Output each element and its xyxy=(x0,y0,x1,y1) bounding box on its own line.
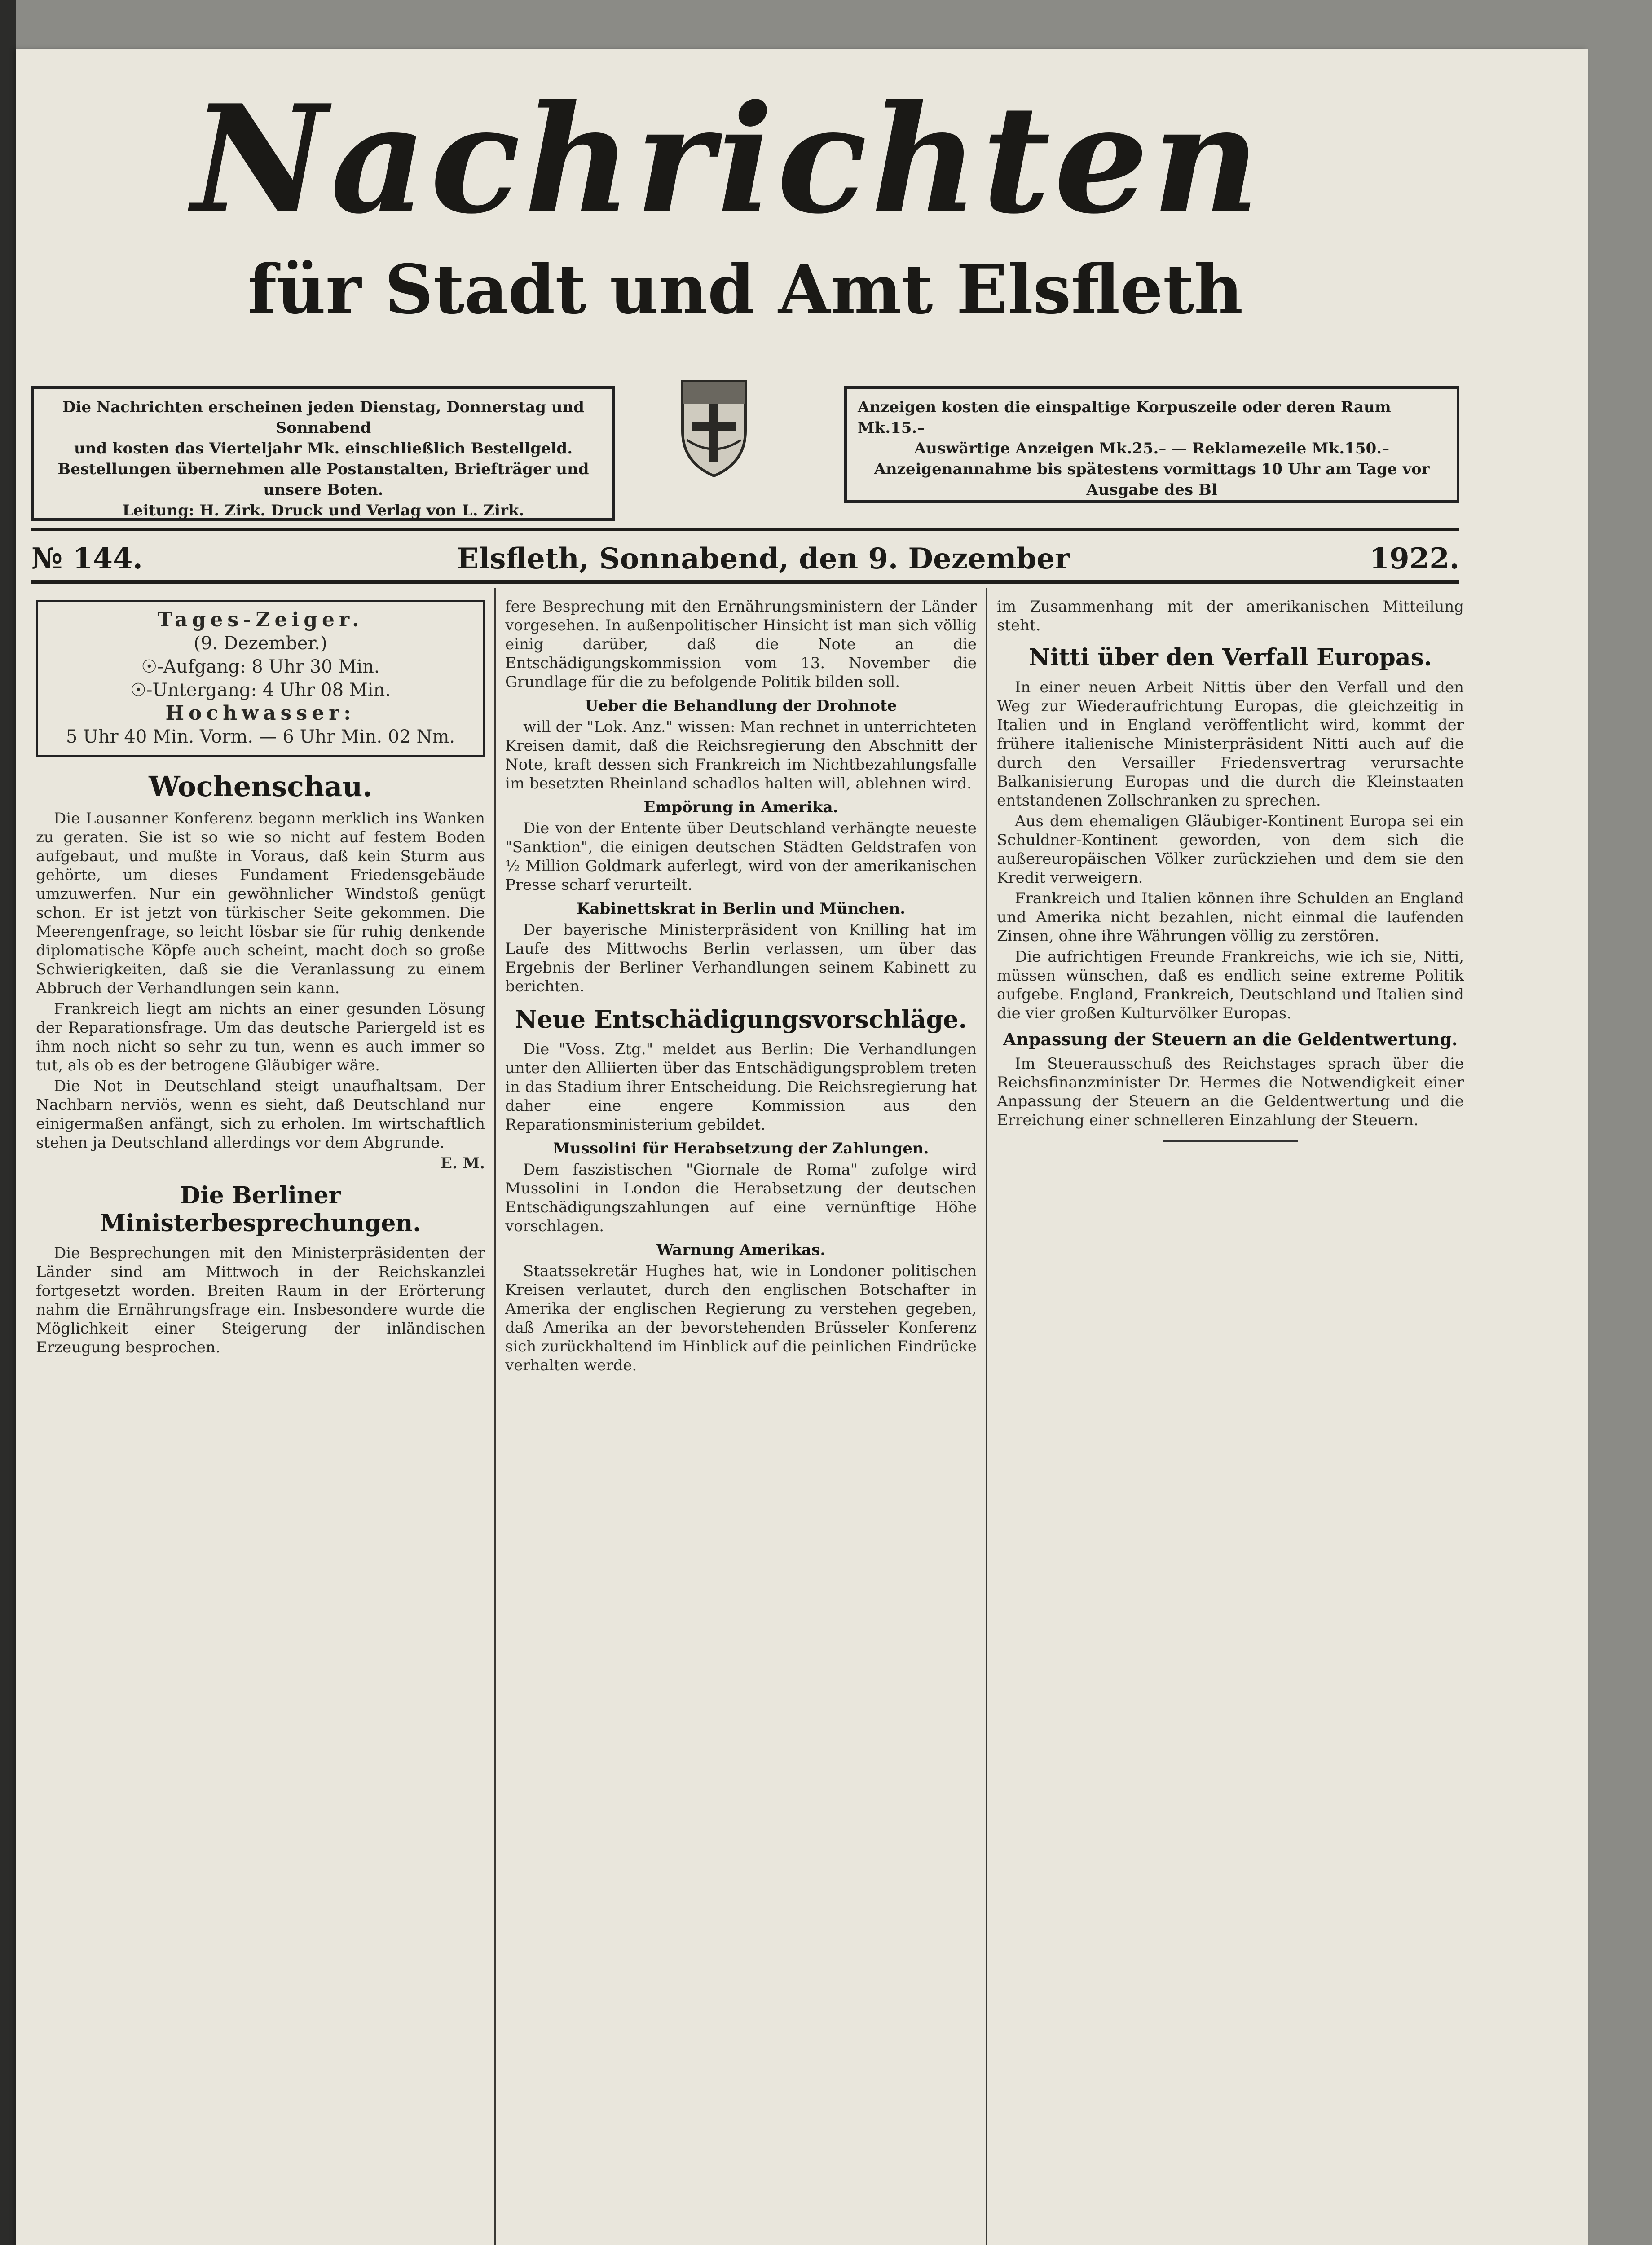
info-line: und kosten das Vierteljahr Mk. einschließlich Bestellgeld. xyxy=(74,440,573,458)
subheading-warnung: Warnung Amerikas. xyxy=(656,1241,826,1259)
sunrise-time: ☉-Aufgang: 8 Uhr 30 Min. xyxy=(141,656,380,677)
tageszeiger-box xyxy=(36,600,485,757)
article-paragraph: Frankreich und Italien können ihre Schulden an England und Amerika nicht bezahlen, nicht einmal die laufenden Zinsen, ohne ihre Währungen völlig zu zerstören. xyxy=(997,889,1464,945)
hochwasser-times: 5 Uhr 40 Min. Vorm. — 6 Uhr Min. 02 Nm. xyxy=(66,726,455,747)
info-line: Leitung: H. Zirk. Druck und Verlag von L. Zirk. xyxy=(122,502,524,519)
article-paragraph: Im Steuerausschuß des Reichstages sprach über die Reichsfinanzminister Dr. Hermes die Notwendigkeit einer Anpassung der Steuern an die Geldentwertung und die Erreichung einer schnelleren Einzahlung der Steuern. xyxy=(997,1055,1464,1129)
column-divider xyxy=(986,588,987,2245)
binding-edge xyxy=(0,0,16,2245)
article-paragraph: im Zusammenhang mit der amerikanischen Mitteilung steht. xyxy=(997,598,1464,634)
sunset-time: ☉-Untergang: 4 Uhr 08 Min. xyxy=(130,680,391,700)
column-divider xyxy=(494,588,496,2245)
subheading-empoerung: Empörung in Amerika. xyxy=(643,798,838,816)
article-paragraph: Frankreich liegt am nichts an einer gesunden Lösung der Reparationsfrage. Um das deutsche Pariergeld ist es ihm noch nicht so sehr zu tun, wenn es auch immer so tut, als ob es der betrogene Gläubiger wäre. xyxy=(36,1000,485,1074)
article-paragraph: In einer neuen Arbeit Nittis über den Verfall und den Weg zur Wiederaufrichtung Europas, die gleichzeitig in Italien und in England veröffentlicht wird, kommt der frühere italienische Ministerpräsident Nitti auch auf die durch den Versailler Friedensvertrag verursachte Balkanisierung Europas und die durch die Kleinstaaten entstandenen Zollschranken zu sprechen. xyxy=(997,678,1464,810)
article-paragraph: Die "Voss. Ztg." meldet aus Berlin: Die Verhandlungen unter den Alliierten über das Entschädigungsproblem treten in das Stadium ihrer Entscheidung. Die Reichsregierung hat daher eine engere Kommission aus den Reparationsministerium gebildet. xyxy=(505,1040,977,1134)
tageszeiger-date: (9. Dezember.) xyxy=(194,633,327,654)
advertising-info-box xyxy=(844,386,1459,503)
article-paragraph: Die Lausanner Konferenz begann merklich ins Wanken zu geraten. Sie ist so wie so nicht auf festem Boden aufgebaut, und mußte in Voraus, daß kein Sturm aus gehörte, um dieses Fundament Friedensgebäude umzuwerfen. Nur ein gewöhnlicher Windstoß genügt schon. Er ist jetzt von türkischer Seite gekommen. Die Meerengenfrage, so leicht lösbar sie für ruhig denkende diplomatische Köpfe auch scheint, macht doch so große Schwierigkeiten, daß sie die Veranlassung zu einem Abbruch der Verhandlungen sein kann. xyxy=(36,810,485,997)
subheading-kabinettskrat: Kabinettskrat in Berlin und München. xyxy=(576,900,906,918)
dateline-rule xyxy=(31,580,1459,584)
article-paragraph: Aus dem ehemaligen Gläubiger-Kontinent Europa sei ein Schuldner-Kontinent geworden, von dem sich die außereuropäischen Völker zurückziehen und dem sie den Kredit verweigern. xyxy=(997,812,1464,887)
heading-nitti: Nitti über den Verfall Europas. xyxy=(1029,644,1432,671)
info-line: Anzeigenannahme bis spätestens vormittags 10 Uhr am Tage vor xyxy=(874,460,1430,478)
info-line: Bestellungen übernehmen alle Postanstalten, Briefträger und unsere Boten. xyxy=(57,460,589,499)
end-rule xyxy=(1163,1140,1298,1142)
article-paragraph: Der bayerische Ministerpräsident von Knilling hat im Laufe des Mittwochs Berlin verlassen, um über das Ergebnis der Berliner Verhandlungen seinem Kabinett zu berichten. xyxy=(505,921,977,995)
heading-neue-entschaedigungsvorschlaege: Neue Entschädigungsvorschläge. xyxy=(515,1005,967,1034)
info-line: Anzeigen kosten die einspaltige Korpuszeile oder deren Raum Mk.15.– xyxy=(858,398,1391,437)
column-2 xyxy=(505,597,977,1377)
masthead-title: Nachrichten xyxy=(191,72,1264,247)
subheading-mussolini: Mussolini für Herabsetzung der Zahlungen. xyxy=(553,1140,929,1158)
heading-wochenschau: Wochenschau. xyxy=(149,770,372,803)
issue-number: № 144. xyxy=(31,542,143,576)
article-paragraph: Dem faszistischen "Giornale de Roma" zufolge wird Mussolini in London die Herabsetzung der deutschen Entschädigungszahlungen auf eine vernünftige Höhe vorschlagen. xyxy=(505,1161,977,1235)
tageszeiger-title: Tages-Zeiger. xyxy=(157,608,364,631)
issue-date: Elsfleth, Sonnabend, den 9. Dezember xyxy=(457,542,1070,576)
article-paragraph: Die Besprechungen mit den Ministerpräsidenten der Länder sind am Mittwoch in der Reichskanzlei fortgesetzt worden. Breiten Raum in der Erörterung nahm die Ernährungsfrage ein. Insbesondere wurde die Möglichkeit einer Steigerung der inländischen Erzeugung besprochen. xyxy=(36,1244,485,1356)
article-paragraph: Staatssekretär Hughes hat, wie in Londoner politischen Kreisen verlautet, durch den englischen Botschafter in Amerika der englischen Regierung zu verstehen gegeben, daß Amerika an der bevorstehenden Brüsseler Konferenz sich zurückhaltend im Hinblick auf die peinlichen Eindrücke verhalten werde. xyxy=(505,1262,977,1374)
column-1 xyxy=(36,597,485,1359)
article-paragraph: fere Besprechung mit den Ernährungsministern der Länder vorgesehen. In außenpolitischer Hinsicht ist man sich völlig einig darüber, daß die Note an die Entschädigungskommission vom 13. November die Grundlage für die zu befolgende Politik bilden soll. xyxy=(505,598,977,691)
article-signature: E. M. xyxy=(440,1154,485,1172)
masthead-subtitle: für Stadt und Amt Elsfleth xyxy=(247,250,1243,329)
heading-anpassung-steuern: Anpassung der Steuern an die Geldentwertung. xyxy=(1003,1029,1458,1049)
column-3 xyxy=(997,597,1464,1153)
info-line: Ausgabe des Bl xyxy=(1086,481,1217,499)
info-line: Auswärtige Anzeigen Mk.25.– — Reklamezeile Mk.150.– xyxy=(914,440,1390,458)
coat-of-arms-icon xyxy=(674,373,754,480)
subscription-info-box xyxy=(31,386,615,521)
issue-year: 1922. xyxy=(1369,542,1459,576)
article-paragraph: Die von der Entente über Deutschland verhängte neueste "Sanktion", die einigen deutschen Städten Geldstrafen von ½ Million Goldmark auferlegt, wird von der amerikanischen Presse scharf verurteilt. xyxy=(505,819,977,894)
hochwasser-title: Hochwasser: xyxy=(165,702,356,725)
article-paragraph: Die aufrichtigen Freunde Frankreichs, wie ich sie, Nitti, müssen wünschen, daß es endlich seine extreme Politik aufgebe. England, Frankreich, Deutschland und Italien sind die vier großen Kulturvölker Europas. xyxy=(997,948,1464,1022)
subheading-drohnote: Ueber die Behandlung der Drohnote xyxy=(585,697,897,715)
article-paragraph: will der "Lok. Anz." wissen: Man rechnet in unterrichteten Kreisen damit, daß die Reichsregierung den Abschnitt der Note, kraft dessen sich Frankreich im Nichtbezahlungsfalle im besetzten Rheinland schadlos halten will, ablehnen wird. xyxy=(505,718,977,792)
article-paragraph: Die Not in Deutschland steigt unaufhaltsam. Der Nachbarn nerviös, wenn es sieht, daß Deutschland nur einigermaßen anfängt, sich zu erholen. Im wirtschaftlich stehen ja Deutschland allerdings vor dem Abgrunde. xyxy=(36,1077,485,1152)
heading-berliner-ministerbesprechungen: Die Berliner Ministerbesprechungen. xyxy=(100,1182,421,1237)
info-line: Die Nachrichten erscheinen jeden Dienstag, Donnerstag und Sonnabend xyxy=(62,398,584,437)
masthead-rule xyxy=(31,528,1459,531)
